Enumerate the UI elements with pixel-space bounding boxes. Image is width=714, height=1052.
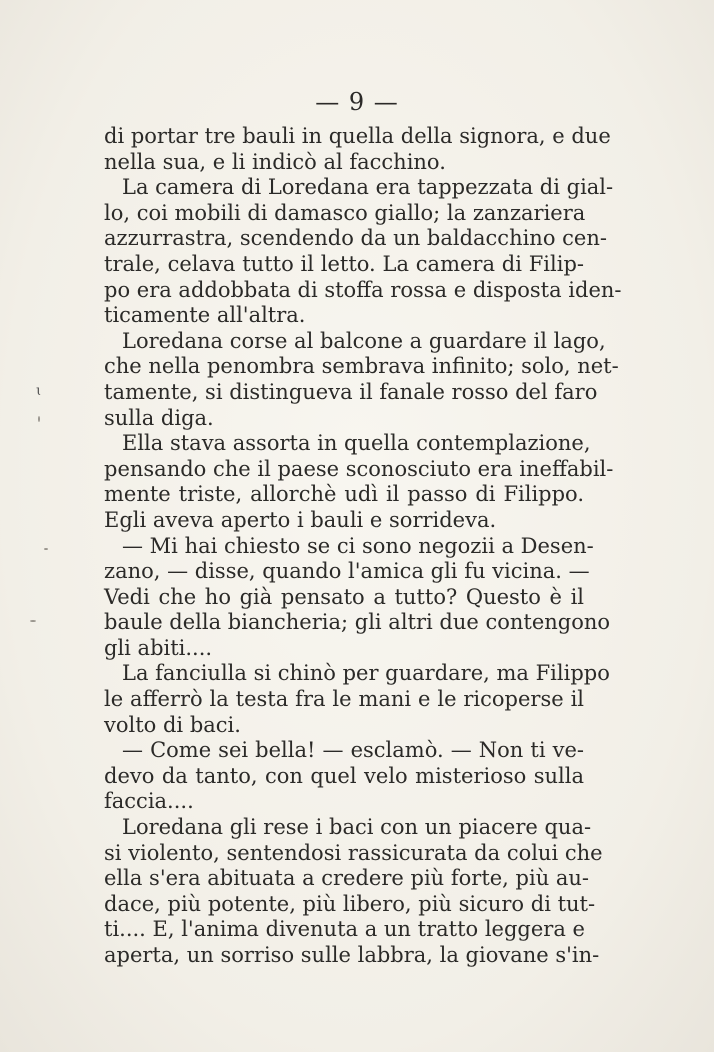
margin-speck <box>30 620 36 622</box>
text-line: volto di baci. <box>104 712 241 737</box>
text-line: Egli aveva aperto i bauli e sorrideva. <box>104 507 497 532</box>
text-line: lo, coi mobili di damasco giallo; la zanzariera <box>104 200 586 225</box>
text-line: po era addobbata di stoffa rossa e disposta iden- <box>104 277 622 302</box>
text-line: trale, celava tutto il letto. La camera di Filip- <box>104 251 584 276</box>
text-line: dace, più potente, più libero, più sicuro di tut- <box>104 891 596 916</box>
text-line: di portar tre bauli in quella della signora, e due <box>104 124 611 148</box>
text-line: ella s'era abituata a credere più forte, più au- <box>104 866 590 891</box>
body-text <box>104 124 622 969</box>
text-line: Vedi che ho già pensato a tutto? Questo è il <box>104 584 584 609</box>
text-line: le afferrò la testa fra le mani e le ricoperse il <box>104 687 584 712</box>
text-line: azzurrastra, scendendo da un baldacchino cen- <box>104 226 607 251</box>
text-line: che nella penombra sembrava infinito; solo, net- <box>104 354 619 379</box>
text-line: Loredana corse al balcone a guardare il lago, <box>122 328 606 353</box>
text-line: mente triste, allorchè udì il passo di Filippo. <box>104 482 584 507</box>
text-line: — Come sei bella! — esclamò. — Non ti ve- <box>122 738 584 763</box>
text-line: La fanciulla si chinò per guardare, ma Filippo <box>122 661 610 686</box>
text-line: ticamente all'altra. <box>104 303 306 328</box>
margin-mark: ɩ <box>36 383 42 399</box>
text-line: devo da tanto, con quel velo misterioso sulla <box>104 763 584 788</box>
text-line: La camera di Loredana era tappezzata di gial- <box>122 175 614 200</box>
page-number: — 9 — <box>315 88 399 116</box>
text-line: gli abiti.... <box>104 635 213 660</box>
text-line: sulla diga. <box>104 405 214 430</box>
text-line: ti.... E, l'anima divenuta a un tratto leggera e <box>104 917 585 942</box>
text-line: — Mi hai chiesto se ci sono negozii a Desen- <box>122 533 594 558</box>
text-line: zano, — disse, quando l'amica gli fu vicina. — <box>104 559 590 584</box>
text-line: tamente, si distingueva il fanale rosso del faro <box>104 379 598 404</box>
text-line: baule della biancheria; gli altri due contengono <box>104 610 611 635</box>
text-line: si violento, sentendosi rassicurata da colui che <box>104 840 603 865</box>
margin-speck <box>38 416 40 422</box>
margin-speck <box>44 548 48 550</box>
text-line: faccia.... <box>104 789 194 814</box>
text-line: Ella stava assorta in quella contemplazione, <box>122 431 591 456</box>
text-line: Loredana gli rese i baci con un piacere qua- <box>122 815 592 840</box>
text-line: aperta, un sorriso sulle labbra, la giovane s'in- <box>104 943 600 967</box>
text-line: nella sua, e li indicò al facchino. <box>104 149 446 174</box>
text-line: pensando che il paese sconosciuto era ineffabil- <box>104 456 614 481</box>
